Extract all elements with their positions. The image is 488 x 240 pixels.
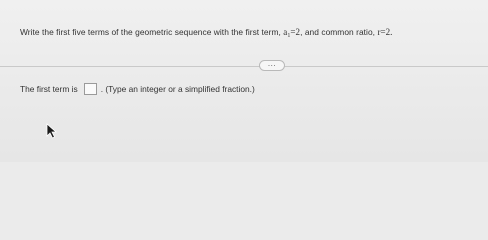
- question-text: Write the first five terms of the geometric sequence with the first term,: [20, 27, 281, 37]
- ratio-variable: r: [377, 27, 381, 37]
- common-ratio-math: [377, 27, 392, 37]
- first-term-subscript: 1: [287, 33, 291, 39]
- answer-prefix: The first term is: [20, 84, 78, 94]
- answer-row: [20, 83, 255, 95]
- show-more-button[interactable]: ...: [259, 60, 285, 71]
- section-divider: [0, 66, 488, 67]
- question-middle-text: , and common ratio,: [300, 27, 376, 37]
- question-prompt: [20, 27, 392, 39]
- answer-instructions: . (Type an integer or a simplified fraction.): [100, 84, 255, 94]
- first-term-math: [283, 27, 300, 37]
- mouse-pointer-icon: [46, 123, 58, 139]
- answer-input[interactable]: [84, 83, 97, 95]
- first-term-value: =2: [290, 27, 301, 37]
- ratio-value: =2.: [380, 27, 393, 37]
- first-term-variable: a: [283, 27, 288, 37]
